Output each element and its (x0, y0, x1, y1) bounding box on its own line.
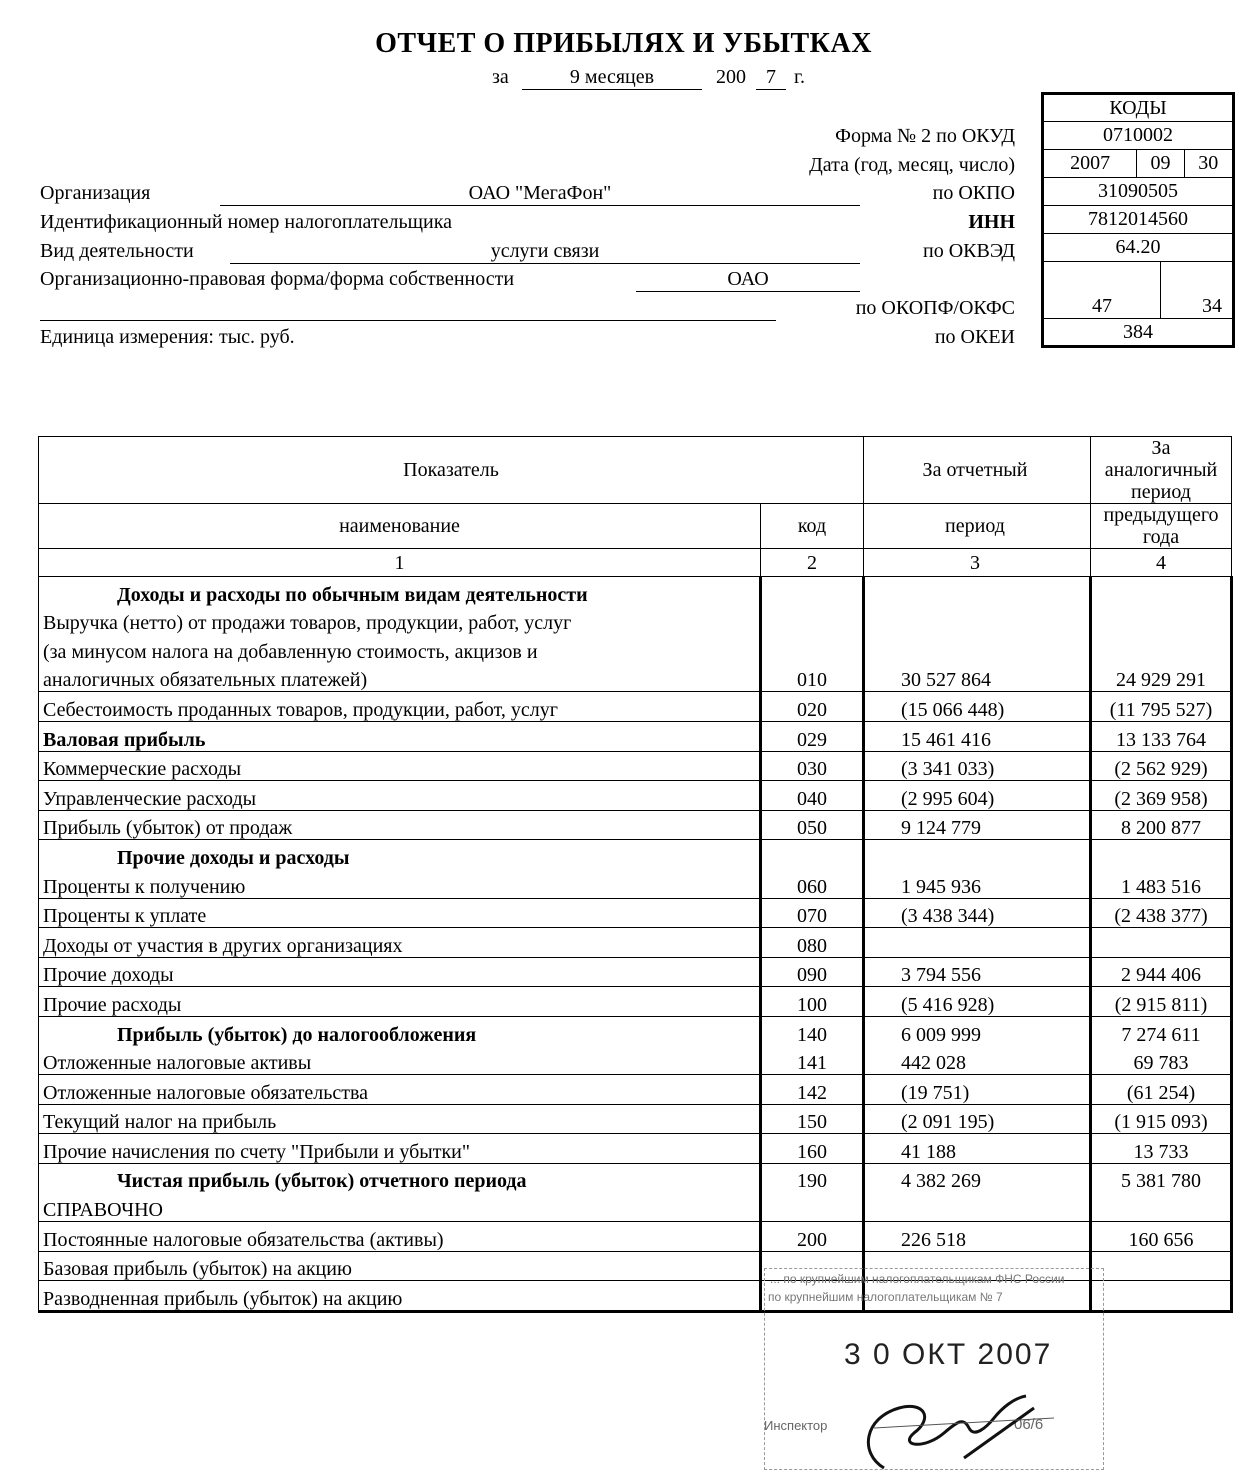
okved-label: по ОКВЭД (923, 240, 1015, 262)
row-code: 190 (761, 1163, 864, 1192)
codes-header: КОДЫ (1043, 94, 1234, 122)
row-code: 140 (761, 1016, 864, 1045)
org-label: Организация (40, 182, 151, 204)
row-name: Доходы от участия в других организациях (39, 928, 761, 958)
col-number-1: 1 (39, 549, 761, 577)
inn-label: ИНН (968, 211, 1015, 233)
row-previous: 8 200 877 (1091, 810, 1232, 840)
col-number-4: 4 (1091, 549, 1232, 577)
table-row (39, 840, 1232, 869)
table-row (39, 957, 1232, 987)
head-current-2: период (864, 504, 1091, 549)
table-row (39, 781, 1232, 811)
row-current (864, 928, 1091, 958)
row-code (761, 634, 864, 663)
row-code: 029 (761, 721, 864, 751)
row-current: (5 416 928) (864, 987, 1091, 1017)
row-name: Прочие доходы (39, 957, 761, 987)
row-code: 100 (761, 987, 864, 1017)
row-code: 150 (761, 1104, 864, 1134)
okei-label: по ОКЕИ (934, 326, 1015, 348)
row-current: 15 461 416 (864, 721, 1091, 751)
row-current: 3 794 556 (864, 957, 1091, 987)
row-name: аналогичных обязательных платежей) (39, 663, 761, 692)
row-current: (15 066 448) (864, 692, 1091, 722)
row-previous: (11 795 527) (1091, 692, 1232, 722)
row-previous: 13 733 (1091, 1134, 1232, 1164)
table-row (39, 751, 1232, 781)
head-indicator: Показатель (39, 437, 864, 504)
row-previous: 69 783 (1091, 1046, 1232, 1075)
row-name: Отложенные налоговые обязательства (39, 1075, 761, 1105)
table-row (39, 1075, 1232, 1105)
row-previous: (1 915 093) (1091, 1104, 1232, 1134)
row-previous: (2 562 929) (1091, 751, 1232, 781)
table-row (39, 869, 1232, 898)
inn-field-label: Идентификационный номер налогоплательщика (40, 211, 453, 233)
legal-form-underline (40, 320, 776, 321)
okopf-code: 47 (1043, 262, 1161, 319)
okved-code: 64.20 (1043, 234, 1234, 262)
table-row (39, 1134, 1232, 1164)
row-current: 1 945 936 (864, 869, 1091, 898)
row-code: 020 (761, 692, 864, 722)
date-label: Дата (год, месяц, число) (809, 154, 1015, 176)
col-number-2: 2 (761, 549, 864, 577)
row-previous: 5 381 780 (1091, 1163, 1232, 1192)
row-code: 160 (761, 1134, 864, 1164)
stamp-date: 3 0 ОКТ 2007 (844, 1338, 1053, 1371)
year-digit: 7 (756, 66, 786, 90)
row-previous (1091, 1192, 1232, 1221)
row-name: Управленческие расходы (39, 781, 761, 811)
row-previous: (2 369 958) (1091, 781, 1232, 811)
row-current: (2 091 195) (864, 1104, 1091, 1134)
head-code: код (761, 504, 864, 549)
income-statement-table (38, 436, 1233, 1313)
okpo-label: по ОКПО (932, 182, 1015, 204)
table-row (39, 987, 1232, 1017)
okud-code: 0710002 (1043, 122, 1234, 150)
row-current: 226 518 (864, 1222, 1091, 1252)
row-name: Отложенные налоговые активы (39, 1046, 761, 1075)
row-current: (19 751) (864, 1075, 1091, 1105)
period-value: 9 месяцев (522, 66, 702, 90)
row-name: Текущий налог на прибыль (39, 1104, 761, 1134)
table-row (39, 1192, 1232, 1221)
row-current: 4 382 269 (864, 1163, 1091, 1192)
row-current: (3 438 344) (864, 898, 1091, 928)
table-row (39, 1222, 1232, 1252)
row-previous: 160 656 (1091, 1222, 1232, 1252)
row-code: 080 (761, 928, 864, 958)
okpo-code: 31090505 (1043, 178, 1234, 206)
row-code: 200 (761, 1222, 864, 1252)
row-code: 030 (761, 751, 864, 781)
row-code: 070 (761, 898, 864, 928)
row-name: Прочие начисления по счету "Прибыли и убытки" (39, 1134, 761, 1164)
table-row (39, 1104, 1232, 1134)
row-previous: 1 483 516 (1091, 869, 1232, 898)
table-row (39, 810, 1232, 840)
row-current: (2 995 604) (864, 781, 1091, 811)
row-code: 050 (761, 810, 864, 840)
signature-icon (764, 1268, 1106, 1478)
table-row (39, 692, 1232, 722)
row-name: Базовая прибыль (убыток) на акцию (39, 1251, 761, 1281)
inn-code: 7812014560 (1043, 206, 1234, 234)
row-name: Прибыль (убыток) до налогообложения (39, 1016, 761, 1045)
head-name: наименование (39, 504, 761, 549)
row-previous: 7 274 611 (1091, 1016, 1232, 1045)
stamp-line-2: по крупнейшим налогоплательщикам № 7 (768, 1290, 1003, 1304)
period-prefix: за (492, 66, 509, 88)
row-previous (1091, 1251, 1232, 1281)
table-row (39, 721, 1232, 751)
row-previous (1091, 634, 1232, 663)
row-current: (3 341 033) (864, 751, 1091, 781)
table-row (39, 606, 1232, 635)
date-year: 2007 (1043, 150, 1137, 178)
head-current-1: За отчетный (864, 437, 1091, 504)
row-name: Доходы и расходы по обычным видам деятельности (39, 577, 761, 606)
okfs-code: 34 (1160, 262, 1233, 319)
row-current (864, 606, 1091, 635)
stamp-number: 06/6 (1014, 1416, 1044, 1433)
head-prev-2: предыдущего года (1091, 504, 1232, 549)
unit-label: Единица измерения: тыс. руб. (40, 326, 295, 348)
row-previous: 2 944 406 (1091, 957, 1232, 987)
row-code: 010 (761, 663, 864, 692)
row-name: СПРАВОЧНО (39, 1192, 761, 1221)
row-current (864, 1192, 1091, 1221)
stamp-line-1: ... по крупнейшим налогоплательщикам ФНС России (770, 1272, 1065, 1286)
row-previous: 24 929 291 (1091, 663, 1232, 692)
year-prefix: 200 (716, 66, 746, 88)
activity-label: Вид деятельности (40, 240, 194, 262)
row-name: Валовая прибыль (39, 721, 761, 751)
table-row (39, 634, 1232, 663)
row-code (761, 840, 864, 869)
row-name: Чистая прибыль (убыток) отчетного периода (39, 1163, 761, 1192)
row-current (864, 577, 1091, 606)
table-row (39, 928, 1232, 958)
row-previous: 13 133 764 (1091, 721, 1232, 751)
row-name: Разводненная прибыль (убыток) на акцию (39, 1281, 761, 1312)
legal-form-value: ОАО (636, 268, 860, 292)
row-name: Проценты к уплате (39, 898, 761, 928)
row-current (864, 634, 1091, 663)
row-name: Прочие расходы (39, 987, 761, 1017)
table-row (39, 1016, 1232, 1045)
okei-code: 384 (1043, 319, 1234, 347)
row-name: Коммерческие расходы (39, 751, 761, 781)
row-code: 060 (761, 869, 864, 898)
row-current (864, 840, 1091, 869)
row-previous: (2 915 811) (1091, 987, 1232, 1017)
col-number-3: 3 (864, 549, 1091, 577)
table-row (39, 577, 1232, 606)
table-row (39, 1046, 1232, 1075)
row-current: 442 028 (864, 1046, 1091, 1075)
table-row (39, 1163, 1232, 1192)
row-previous (1091, 928, 1232, 958)
okopf-label: по ОКОПФ/ОКФС (855, 297, 1015, 319)
row-name: Выручка (нетто) от продажи товаров, продукции, работ, услуг (39, 606, 761, 635)
row-code (761, 606, 864, 635)
row-current: 41 188 (864, 1134, 1091, 1164)
row-code: 040 (761, 781, 864, 811)
row-previous (1091, 1281, 1232, 1312)
row-previous: (61 254) (1091, 1075, 1232, 1105)
row-name: Постоянные налоговые обязательства (активы) (39, 1222, 761, 1252)
row-name: (за минусом налога на добавленную стоимость, акцизов и (39, 634, 761, 663)
row-previous: (2 438 377) (1091, 898, 1232, 928)
row-name: Прибыль (убыток) от продаж (39, 810, 761, 840)
row-code: 142 (761, 1075, 864, 1105)
codes-box (1041, 92, 1235, 348)
table-row (39, 663, 1232, 692)
date-month: 09 (1137, 150, 1184, 178)
page-title: ОТЧЕТ О ПРИБЫЛЯХ И УБЫТКАХ (375, 28, 872, 59)
org-value: ОАО "МегаФон" (220, 182, 860, 206)
row-previous (1091, 577, 1232, 606)
row-current: 30 527 864 (864, 663, 1091, 692)
activity-value: услуги связи (230, 240, 860, 264)
row-current: 9 124 779 (864, 810, 1091, 840)
row-current: 6 009 999 (864, 1016, 1091, 1045)
head-prev-1: За аналогичный период (1091, 437, 1232, 504)
row-previous (1091, 606, 1232, 635)
row-name: Прочие доходы и расходы (39, 840, 761, 869)
row-code: 090 (761, 957, 864, 987)
stamp-inspector: Инспектор (764, 1418, 828, 1433)
row-name: Себестоимость проданных товаров, продукции, работ, услуг (39, 692, 761, 722)
row-name: Проценты к получению (39, 869, 761, 898)
row-previous (1091, 840, 1232, 869)
form-okud-label: Форма № 2 по ОКУД (835, 125, 1015, 147)
table-row (39, 898, 1232, 928)
row-code (761, 577, 864, 606)
year-suffix: г. (794, 66, 805, 88)
tax-office-stamp (764, 1268, 1106, 1478)
row-code (761, 1192, 864, 1221)
date-day: 30 (1184, 150, 1233, 178)
row-code: 141 (761, 1046, 864, 1075)
legal-form-label: Организационно-правовая форма/форма собственности (40, 268, 515, 290)
